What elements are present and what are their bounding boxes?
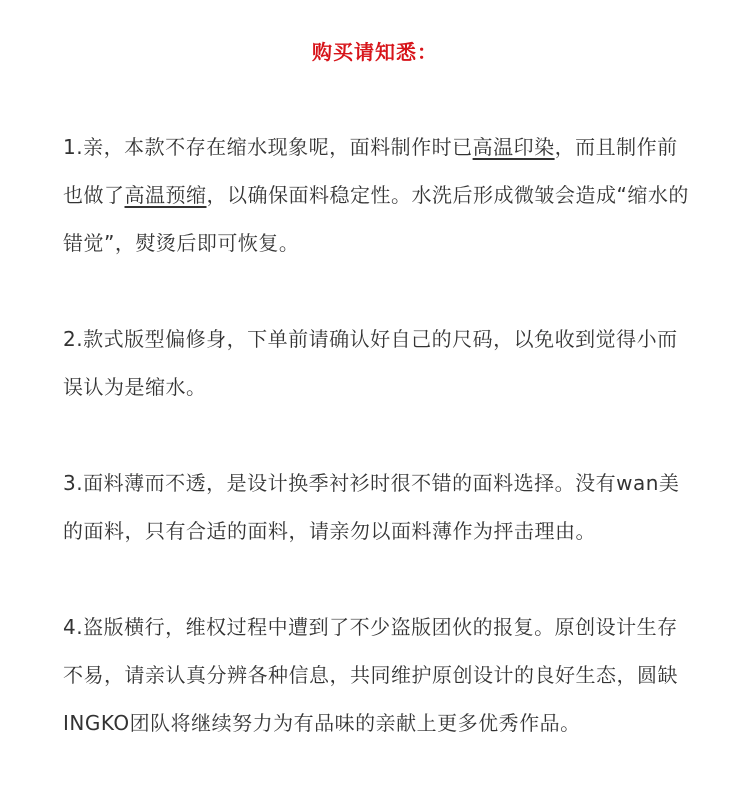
note-fit-text: 2.款式版型偏修身，下单前请确认好自己的尺码，以免收到觉得小而误认为是缩水。 [63,327,678,399]
note-piracy [63,603,693,747]
note-shrinkage [63,123,693,267]
note-fabric [63,459,693,555]
note-fit [63,315,693,411]
note-fabric-text: 3.面料薄而不透，是设计换季衬衫时很不错的面料选择。没有wan美的面料，只有合适的面料，请亲勿以面料薄作为抨击理由。 [63,471,680,543]
page-title: 购买请知悉： [312,40,438,64]
note-shrinkage-text-2: ，而且制作前也做了 [63,135,678,207]
note-piracy-text: 4.盗版横行，维权过程中遭到了不少盗版团伙的报复。原创设计生存不易，请亲认真分辨各种信息，共同维护原创设计的良好生态，圆缺INGKO团队将继续努力为有品味的亲献上更多优秀作品。 [63,615,678,735]
note-shrinkage-highlight-dyeing: 高温印染 [472,135,555,159]
note-shrinkage-text-3: ，以确保面料稳定性。水洗后形成微皱会造成“缩水的错觉”，熨烫后即可恢复。 [63,183,689,255]
note-shrinkage-text-1: 1.亲，本款不存在缩水现象呢，面料制作时已 [63,135,473,159]
note-shrinkage-highlight-preshrunk: 高温预缩 [124,183,207,207]
